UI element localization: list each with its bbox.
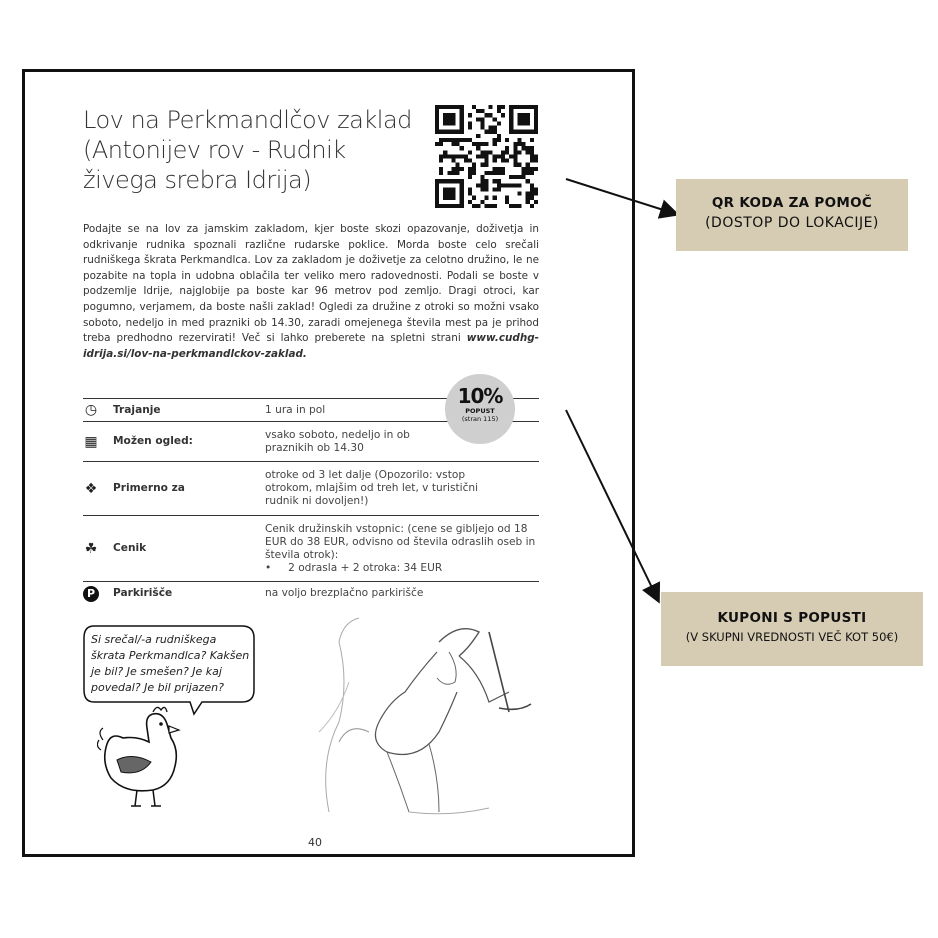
info-value: vsako soboto, nedeljo in ob praznikih ob 14.30 bbox=[265, 422, 539, 462]
callout-qr-title: QR KODA ZA POMOČ bbox=[711, 195, 873, 211]
family-icon: ❖ bbox=[84, 480, 98, 497]
info-row-suitable bbox=[83, 462, 539, 516]
discount-ref: (stran 115) bbox=[461, 415, 499, 423]
info-value: otroke od 3 let dalje (Opozorilo: vstop otrokom, mlajšim od treh let, v turistični rudnik ni dovoljen!) bbox=[265, 462, 539, 516]
callout-qr-subtitle: (DOSTOP DO LOKACIJE) bbox=[705, 215, 879, 231]
piggy-bank-icon: ☘ bbox=[84, 540, 98, 557]
booklet-page bbox=[22, 69, 635, 857]
clock-calendar-icon: ◷ bbox=[84, 402, 98, 418]
website-link[interactable]: www.cudhg-idrija.si/lov-na-perkmandlckov-zaklad. bbox=[83, 332, 539, 360]
intro-text: Podajte se na lov za jamskim zakladom, kjer boste skozi opazovanje, doživetja in odkrivanje rudnika spoznali različne rudarske poklice. Morda boste celo srečali rudniškega škrata Perkmandlca. Lov za zakladom je doživetje za celotno družino, le ne pozabite na topla in udobna oblačila ter veliko mero radovednosti. Podali se boste v podzemlje Idrije, najglobije pa boste kar 96 metrov pod zemljo. Dragi otroci, kar pogumno, verjamem, da boste našli zaklad! Ogledi za družine z otroki so možni vsako soboto, nedeljo in med prazniki ob 14.30, zaradi omejenega števila mest pa je prihod treba predhodno rezervirati! Več si lahko preberete na spletni strani bbox=[83, 223, 539, 345]
info-label: Trajanje bbox=[113, 399, 265, 422]
info-row-price bbox=[83, 516, 539, 582]
parking-icon: P bbox=[83, 586, 99, 602]
price-bullet: • 2 odrasla + 2 otroka: 34 EUR bbox=[265, 561, 443, 574]
info-label: Parkirišče bbox=[113, 582, 265, 606]
intro-paragraph bbox=[83, 222, 539, 362]
speech-text: Si srečal/-a rudniškega škrata Perkmandlca? Kakšen je bil? Je smešen? Je kaj povedal? Je bil prijazen? bbox=[91, 633, 250, 694]
info-row-parking bbox=[83, 582, 539, 606]
qr-code bbox=[435, 105, 538, 208]
info-value: 1 ura in pol bbox=[265, 399, 539, 422]
callout-coupon-title: KUPONI S POPUSTI bbox=[717, 610, 867, 626]
callout-coupon-subtitle: (V SKUPNI VREDNOSTI VEČ KOT 50€) bbox=[685, 630, 899, 644]
dwarf-miner-sketch bbox=[309, 612, 549, 822]
info-label: Cenik bbox=[113, 516, 265, 582]
calendar-icon: ▦ bbox=[84, 433, 98, 450]
price-bullet-text: 2 odrasla + 2 otroka: 34 EUR bbox=[288, 561, 443, 574]
discount-percent: 10% bbox=[457, 384, 503, 408]
callout-qr bbox=[676, 179, 908, 251]
info-value: na voljo brezplačno parkirišče bbox=[265, 582, 539, 606]
callout-coupon bbox=[661, 592, 923, 666]
page-title: Lov na Perkmandlčov zaklad (Antonijev rov - Rudnik živega srebra Idrija) bbox=[83, 106, 412, 194]
discount-badge bbox=[445, 374, 515, 444]
hen-illustration bbox=[97, 702, 187, 812]
info-label: Možen ogled: bbox=[113, 422, 265, 462]
page-number: 40 bbox=[308, 836, 322, 849]
info-value bbox=[265, 516, 539, 582]
info-label: Primerno za bbox=[113, 462, 265, 516]
discount-label: POPUST bbox=[465, 407, 495, 415]
price-text: Cenik družinskih vstopnic: (cene se gibljejo od 18 EUR do 38 EUR, odvisno od števila odraslih oseb in števila otrok): bbox=[265, 522, 536, 561]
